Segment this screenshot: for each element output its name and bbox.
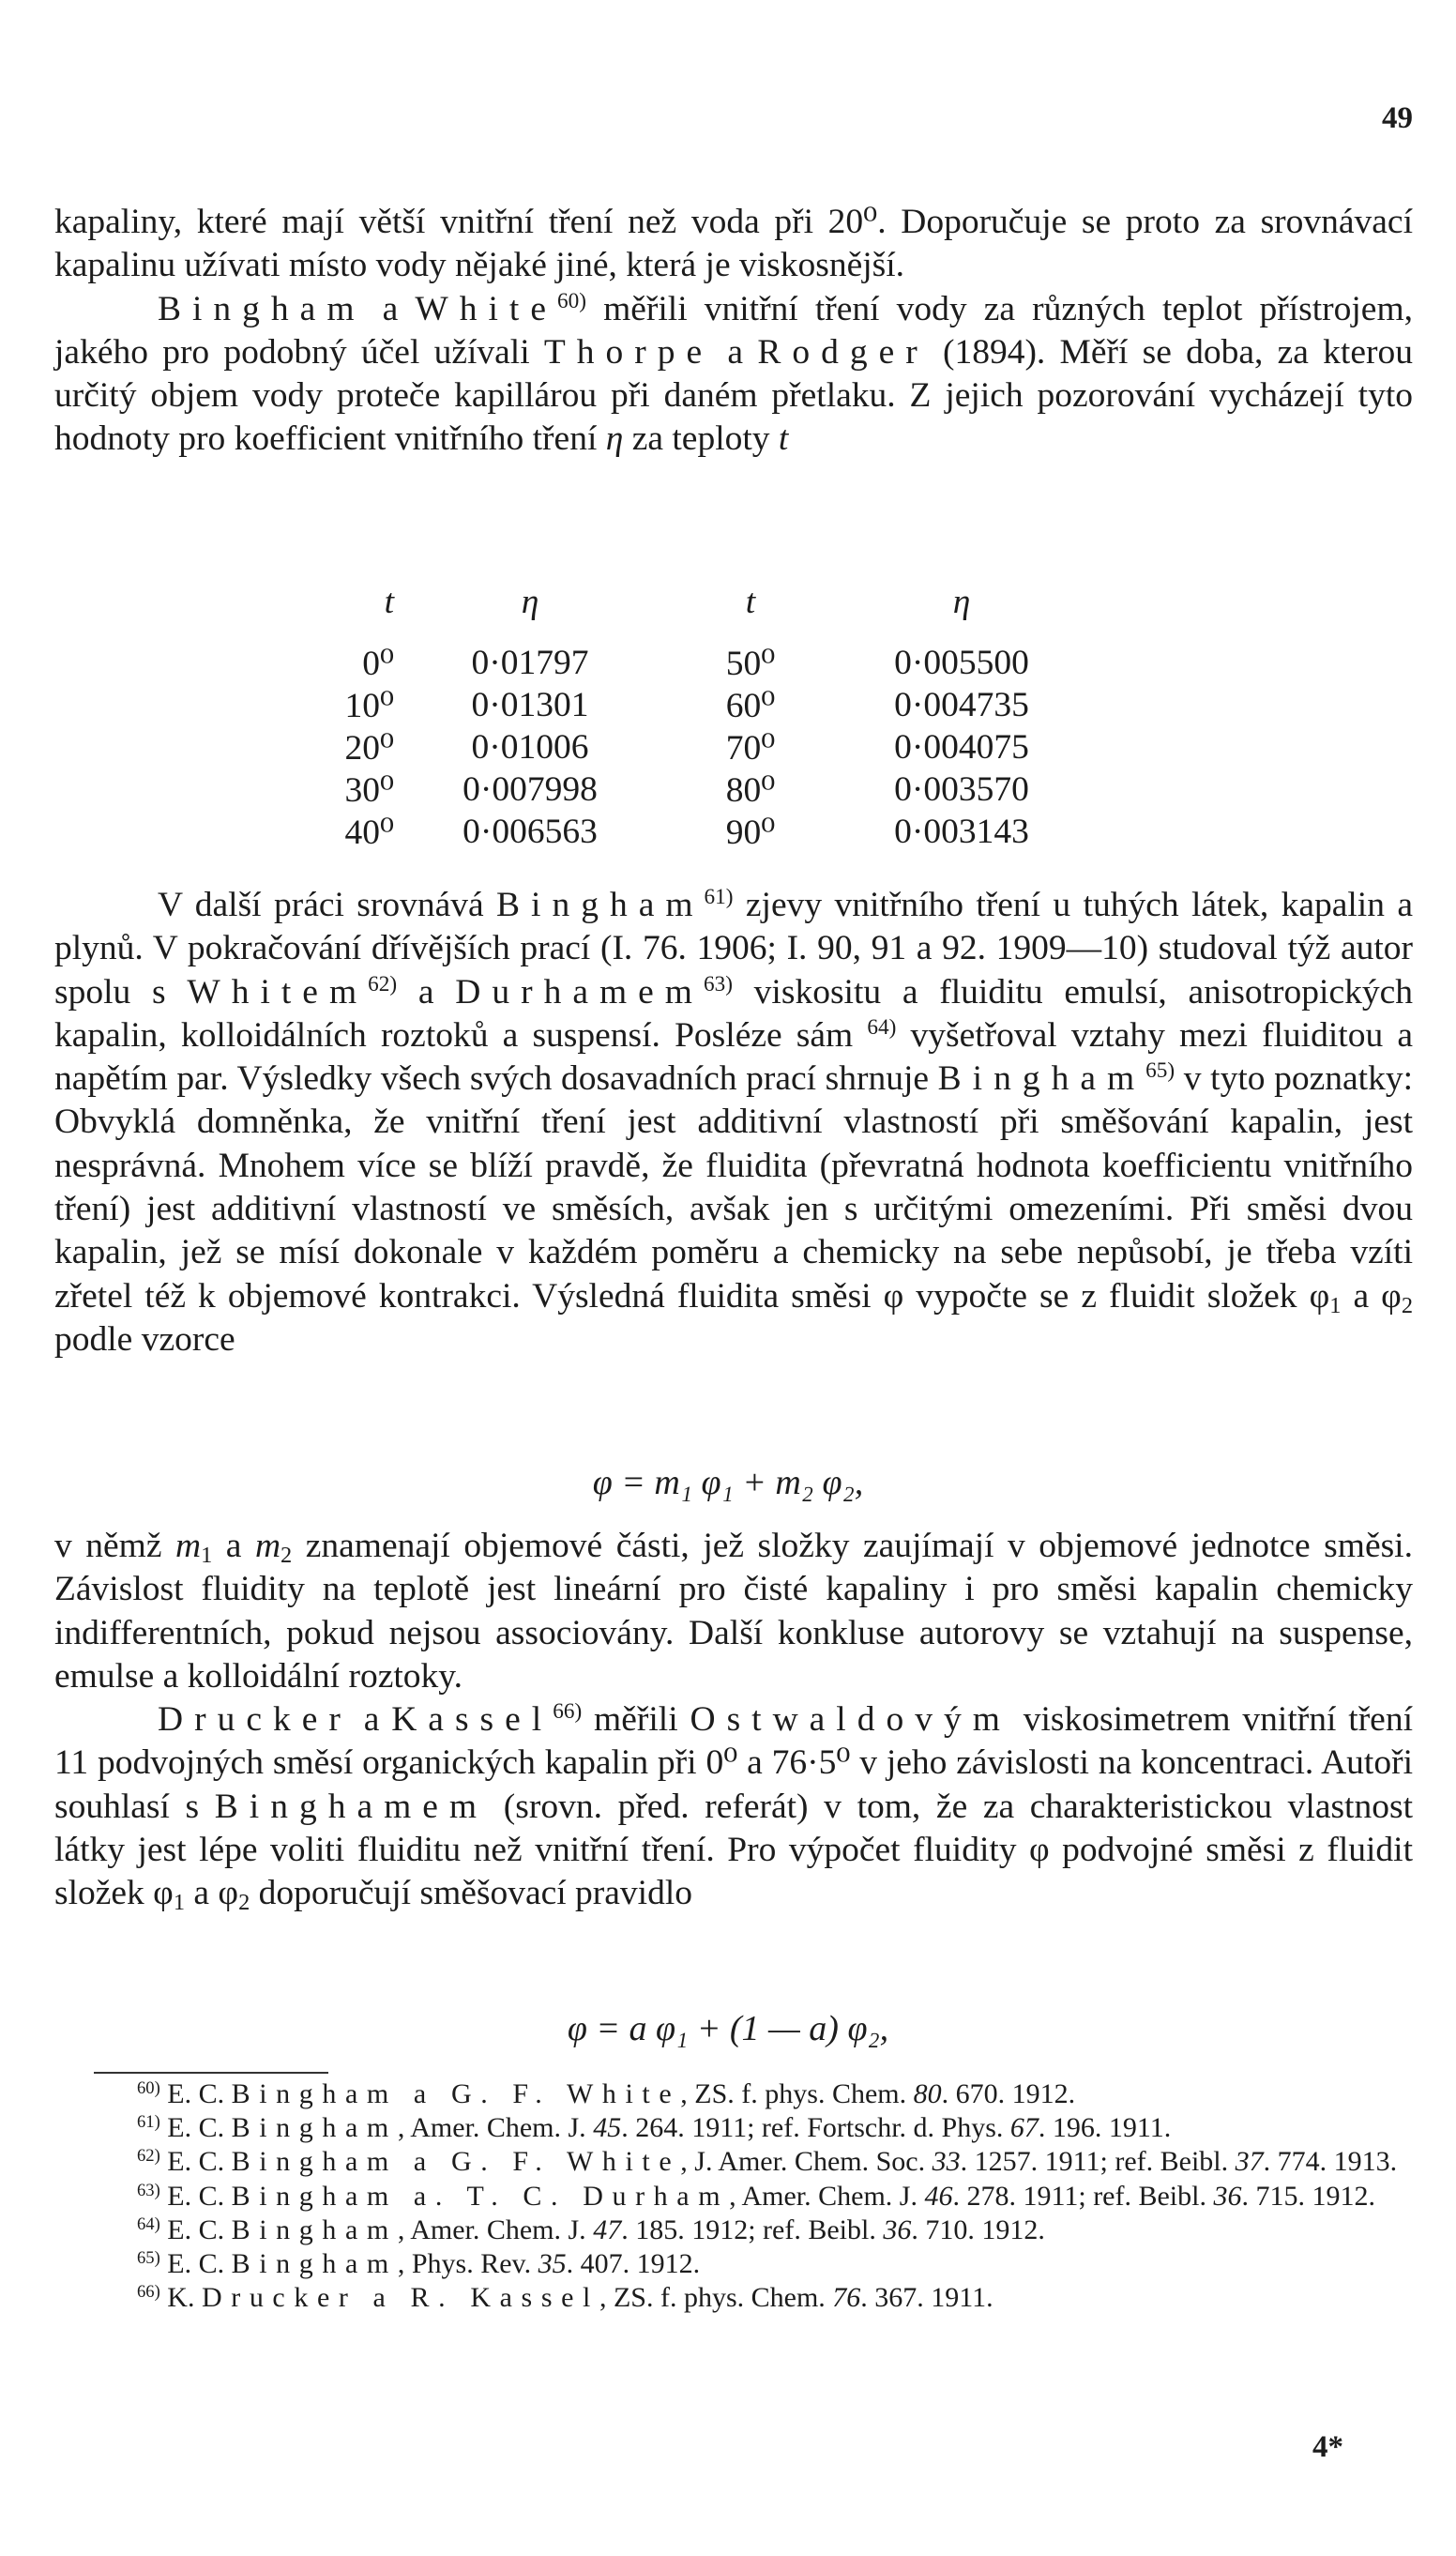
table-cell: 0·006563 xyxy=(463,813,598,851)
table-cell: 0·004075 xyxy=(894,728,1029,767)
footnote-65: $^{65)}$ E. C. Bingham, Phys. Rev. 35. 407. 1912. xyxy=(137,2247,701,2280)
table-cell: 0·01006 xyxy=(471,728,589,767)
table-cell: 70⁰ xyxy=(725,729,776,768)
table-cell: 80⁰ xyxy=(725,771,776,810)
table-cell: 0·005500 xyxy=(894,644,1029,682)
table-cell: 50⁰ xyxy=(725,645,776,683)
signature-mark: 4* xyxy=(1312,2430,1343,2464)
footnotes xyxy=(54,2077,1413,2315)
table-cell: 10⁰ xyxy=(344,687,394,725)
table-cell: 30⁰ xyxy=(344,771,394,810)
text-block-top xyxy=(54,201,1413,462)
footnote-66: $^{66)}$ K. Drucker a R. Kassel, ZS. f. phys. Chem. 76. 367. 1911. xyxy=(137,2282,993,2314)
footnote-60: $^{60)}$ E. C. Bingham a G. F. White, ZS. f. phys. Chem. 80. 670. 1912. xyxy=(137,2077,1076,2109)
table-header: η xyxy=(952,583,971,621)
table-header: η xyxy=(521,583,539,621)
table-cell: 90⁰ xyxy=(725,814,776,852)
footnote-63: $^{63)}$ E. C. Bingham a. T. C. Durham, Amer. Chem. J. 46. 278. 1911; ref. Beibl. 36. 715. 1912. xyxy=(137,2180,1375,2212)
formula-mixing-rule: φ = a φ₁ + (1 — a) φ₂, xyxy=(567,2009,889,2048)
text-block-middle xyxy=(54,884,1413,1362)
paragraph-4: v němž $m_1$ a $m_2$ znamenají objemové části, jež složky zaujímají v objemové jednotce směsi. Závislost fluidity na teplotě jest lineární pro čisté kapaliny i pro směsi kapalin chemicky indifferentních, pokud nejsou associovány. Další konkluse autorovy se vztahují na suspense, emulse a kolloidální roztoky. xyxy=(54,1527,1413,1696)
table-cell: 0·004735 xyxy=(894,686,1029,724)
table-cell: 0·003143 xyxy=(894,813,1029,851)
table-row xyxy=(310,684,1088,726)
table-row xyxy=(310,768,1088,811)
table-row xyxy=(310,642,1088,684)
table-row xyxy=(310,726,1088,768)
viscosity-table xyxy=(310,582,1088,853)
paragraph-5: Drucker a Kassel$^{66)}$ měřili Ostwaldovým viskosimetrem vnitřní tření 11 podvojných směsí organických kapalin při 0⁰ a 76·5⁰ v jeho závislosti na koncentraci. Autoři souhlasí s Binghamem (srovn. před. referát) v tom, že za charakteristickou vlastnost látky jest lépe voliti fluiditu než vnitřní tření. Pro výpočet fluidity φ podvojné směsi z fluidit složek $\varphi_1$ a $\varphi_2$ doporučují směšovací pravidlo xyxy=(54,1699,1413,1916)
table-cell: 0·003570 xyxy=(894,770,1029,809)
table-cell: 0·01797 xyxy=(471,644,589,682)
table-cell: 60⁰ xyxy=(725,687,776,725)
table-header: t xyxy=(384,583,394,621)
footnote-62: $^{62)}$ E. C. Bingham a G. F. White, J. Amer. Chem. Soc. 33. 1257. 1911; ref. Beibl. 37. 774. 1913. xyxy=(137,2146,1398,2178)
table-row xyxy=(310,811,1088,853)
text-block-lower xyxy=(54,1525,1413,1916)
table-cell: 0⁰ xyxy=(362,645,394,683)
paragraph-3: V další práci srovnává Bingham$^{61)}$ zjevy vnitřního tření u tuhých látek, kapalin a plynů. V pokračování dřívějších prací (I. 76. 1906; I. 90, 91 a 92. 1909—10) studoval týž autor spolu s Whitem$^{62)}$ a Durhamem$^{63)}$ viskositu a fluiditu emulsí, anisotropických kapalin, kolloidálních roztoků a suspensí. Posléze sám $^{64)}$ vyšetřoval vztahy mezi fluiditou a napětím par. Výsledky všech svých dosavadních prací shrnuje Bingham$^{65)}$ v tyto poznatky: Obvyklá domněnka, že vnitřní tření jest additivní vlastností při směšování kapalin, jest nesprávná. Mnohem více se blíží pravdě, že fluidita (převratná hodnota koefficientu vnitřního tření) jest additivní vlastností ve směsích, avšak jen s určitými omezeními. Při směsi dvou kapalin, jež se mísí dokonale v každém poměru a chemicky na sebe nepůsobí, je třeba vzíti zřetel též k objemové kontrakci. Výsledná fluidita směsi φ vypočte se z fluidit složek $\varphi_1$ a $\varphi_2$ podle vzorce xyxy=(54,885,1414,1359)
paragraph-2: Bingham a White$^{60)}$ měřili vnitřní tření vody za různých teplot přístrojem, jakého pro podobný účel užívali Thorpe a Rodger (1894). Měří se doba, za kterou určitý objem vody proteče kapillárou při daném přetlaku. Z jejich pozorování vycházejí tyto hodnoty pro koefficient vnitřního tření η za teploty t xyxy=(54,288,1413,459)
footnote-divider xyxy=(94,2072,328,2074)
table-cell: 0·01301 xyxy=(471,686,589,724)
table-cell: 0·007998 xyxy=(463,770,598,809)
table-cell: 20⁰ xyxy=(344,729,394,768)
formula-fluidity-mixture: φ = m₁ φ₁ + m₂ φ₂, xyxy=(592,1463,864,1502)
footnote-64: $^{64)}$ E. C. Bingham, Amer. Chem. J. 47. 185. 1912; ref. Beibl. 36. 710. 1912. xyxy=(137,2214,1045,2245)
table-header: t xyxy=(745,583,756,621)
paragraph-1: kapaliny, které mají větší vnitřní tření než voda při 20⁰. Doporučuje se proto za srovnávací kapalinu užívati místo vody nějaké jiné, která je viskosnější. xyxy=(54,203,1413,285)
table-cell: 40⁰ xyxy=(344,814,394,852)
page-number: 49 xyxy=(1382,101,1413,135)
footnote-61: $^{61)}$ E. C. Bingham, Amer. Chem. J. 45. 264. 1911; ref. Fortschr. d. Phys. 67. 196. 1911. xyxy=(137,2111,1172,2144)
table-header-row xyxy=(310,582,1088,642)
